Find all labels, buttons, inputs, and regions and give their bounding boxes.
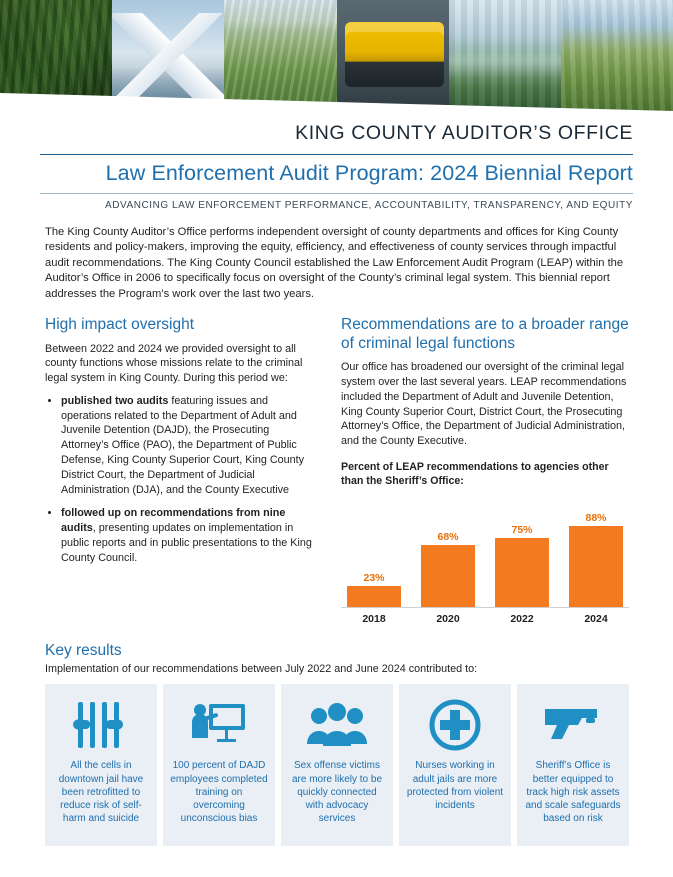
bar — [347, 586, 401, 607]
bullet-body: featuring issues and operations related to the Department of Adult and Juvenile Detention (DAJD), the Prosecuting Attorney’s Office (PAO), the Department of Public Defense, King County Superior Court, King County District Court, the Department of Judicial Administration (DJA), and the County Executive — [61, 394, 305, 496]
x-tick-label: 2022 — [510, 613, 534, 626]
left-column-paragraph: Between 2022 and 2024 we provided oversight to all county functions whose missions relate to the criminal legal system in King County. During this period we: — [45, 342, 303, 385]
bar-value-label: 88% — [585, 512, 607, 525]
bar-value-label: 68% — [437, 530, 459, 543]
bullet-bold-lead: followed up on recommendations from nine audits — [61, 507, 286, 535]
key-results-section — [0, 626, 673, 846]
title-block — [0, 112, 673, 211]
mountain-photo — [112, 0, 224, 112]
bar-group — [347, 498, 401, 607]
left-column — [45, 316, 317, 626]
key-result-card — [281, 684, 393, 846]
key-result-card — [45, 684, 157, 846]
bar — [569, 526, 623, 607]
key-result-text: All the cells in downtown jail have been retrofitted to reduce risk of self-harm and suicide — [58, 760, 144, 825]
training-presentation-icon — [189, 697, 249, 753]
key-result-text: 100 percent of DAJD employees completed training on overcoming unconscious bias — [170, 760, 268, 825]
bullet-body: , presenting updates on implementation in public reports and in public presentations to the King County Council. — [61, 522, 312, 564]
bar — [421, 545, 475, 608]
jail-cell-icon — [72, 697, 130, 753]
photo-strip — [0, 0, 673, 112]
right-column-paragraph: Our office has broadened our oversight of the criminal legal system over the last several years. LEAP recommendations included the Department of Adult and Juvenile Detention, King County Superior Court, District Court, the Prosecuting Attorney’s Office, the Department of Judicial Administration, and the County Executive. — [341, 361, 627, 448]
chart-x-axis — [341, 608, 629, 625]
key-results-grid — [45, 684, 629, 846]
report-title: Law Enforcement Audit Program: 2024 Biennial Report — [105, 161, 633, 185]
list-item — [61, 506, 317, 565]
key-results-subheading: Implementation of our recommendations between July 2022 and June 2024 contributed to: — [45, 663, 478, 676]
x-tick-label: 2020 — [436, 613, 460, 626]
lake-photo — [449, 0, 561, 112]
right-column-heading: Recommendations are to a broader range of criminal legal functions — [341, 315, 629, 352]
bar-group — [569, 498, 623, 607]
field-photo — [561, 0, 673, 112]
medical-cross-icon — [429, 697, 481, 753]
bar — [495, 538, 549, 607]
report-subtitle: ADVANCING LAW ENFORCEMENT PERFORMANCE, ACCOUNTABILITY, TRANSPARENCY, AND EQUITY — [105, 199, 633, 211]
intro-paragraph: The King County Auditor’s Office performs independent oversight of county departments and offices for King County residents and policy-makers, improving the equity, efficiency, and effectiveness of county services through impactful audit recommendations. The King County Council established the Law Enforcement Audit Program (LEAP) within the Auditor’s Office in 2006 to specifically focus on oversight of the County’s criminal legal system. This biennial report addresses the Program’s work over the last two years. — [45, 225, 624, 300]
key-result-text: Nurses working in adult jails are more protected from violent incidents — [406, 760, 504, 811]
x-tick-label: 2018 — [362, 613, 386, 626]
handgun-icon — [542, 697, 604, 753]
header-photo-band — [0, 0, 673, 112]
right-column — [341, 316, 629, 626]
key-result-card — [399, 684, 511, 846]
oversight-bullet-list — [45, 394, 317, 566]
farm-photo — [224, 0, 336, 112]
organization-title: KING COUNTY AUDITOR’S OFFICE — [295, 122, 633, 144]
bar-value-label: 23% — [363, 572, 385, 585]
recommendations-bar-chart — [341, 498, 629, 626]
x-tick-label: 2024 — [584, 613, 608, 626]
left-column-heading: High impact oversight — [45, 315, 195, 333]
people-group-icon — [306, 697, 368, 753]
key-result-card — [517, 684, 629, 846]
list-item — [61, 394, 317, 497]
key-result-text: Sheriff’s Office is better equipped to track high risk assets and scale safeguards based on risk — [525, 760, 621, 825]
key-result-text: Sex offense victims are more likely to be quickly connected with advocacy services — [291, 760, 383, 825]
chart-caption: Percent of LEAP recommendations to agencies other than the Sheriff’s Office: — [341, 460, 609, 487]
chart-bars — [341, 498, 629, 608]
key-results-heading: Key results — [45, 642, 122, 660]
bullet-bold-lead: published two audits — [61, 394, 169, 407]
bar-group — [421, 498, 475, 607]
bar-group — [495, 498, 549, 607]
key-result-card — [163, 684, 275, 846]
two-column-section — [0, 302, 673, 626]
title-rule — [40, 154, 633, 155]
bar-value-label: 75% — [511, 524, 533, 537]
bus-photo — [337, 0, 449, 112]
